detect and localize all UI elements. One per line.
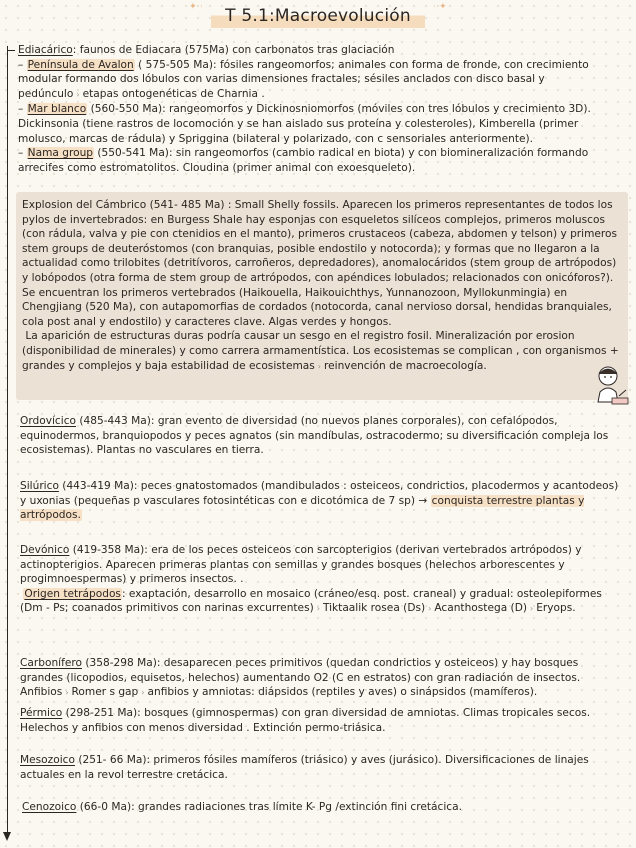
timeline-tick [7, 50, 15, 51]
silurico-arrow-icon: → [418, 494, 428, 507]
section-mesozoico [20, 753, 624, 782]
section-cenozoico [22, 800, 622, 815]
permico-head: Pérmico [20, 707, 63, 719]
silurico-rest: (443-419 Ma): peces gnatostomados (mandibulados : osteiceos, condrictios, placodermos y acantodeos) y uxonias (pequeñas p vasculares fotosintéticas con e dicotómica de 7 sp) [20, 480, 619, 507]
section-ediacarico [18, 43, 622, 175]
nama-rest: (550-541 Ma): sin rangeomorfos (cambio radical en biota) y con biomineralización formando arrecifes como estromatolitos. Cloudina (primer animal con exoesqueleto). [18, 147, 589, 174]
blanco-head: Mar blanco [27, 103, 87, 116]
avalon-tail: etapas ontogenéticas de Charnia . [82, 87, 265, 100]
timeline-arrow-icon [3, 832, 11, 841]
ediacarico-nama: – Nama group (550-541 Ma): sin rangeomorfos (cambio radical en biota) y con biomineralización formando arrecifes como estromatolitos. Cloudina (primer animal con exoesqueleto). [18, 147, 589, 174]
carbonifero-t2: anfibios y amniotas: diápsidos (reptiles y aves) o sinápsidos (mamíferos). [147, 686, 538, 699]
permico-rest: (298-251 Ma): bosques (gimnospermas) con gran diversidad de amniotas. Climas tropicales secos. Helechos y anfibios con menos diversidad . Extinción permo-triásica. [20, 707, 591, 734]
avalon-head: Península de Avalon [27, 58, 134, 71]
avalon-rest: ( 575-505 Ma): fósiles rangeomorfos; animales con forma de fronde, con crecimiento modular formando dos lóbulos con varias dimensiones fractales; sésiles anclados con disco basal y pedúnculo [18, 58, 589, 100]
section-silurico [20, 479, 620, 523]
ediacarico-head: Ediacárico [18, 44, 73, 56]
cambrico-p2 [22, 329, 622, 374]
carbonifero-rest: (358-298 Ma): desaparecen peces primitivos (quedan condrictios y osteiceos) y hay bosques grandes (licopodios, equisetos, helechos) aumentando O2 (C en estratos) con gran radiación de insectos. Anfibios [20, 657, 581, 699]
ediacarico-blanco: – Mar blanco (560-550 Ma): rangeomorfos y Dickinosniomorfos (móviles con tres lóbulos y crecimiento 3D). Dickinsonia (tiene rastros de locomoción y se han aislado sus proteína y colesteroles), Kimberella (primer molusco, marcas de rádula) y Spriggina (bilateral y polarizado, con c sensoriales anteriormente). [18, 103, 591, 145]
section-permico [20, 706, 624, 735]
devonico-rest: (419-358 Ma): era de los peces osteiceos con sarcopterigios (derivan vertebrados artrópodos) y actinopterigios. Aparecen primeras plantas con semillas y grandes bosques (helechos arborescentes y progimnoespermas) y primeros insectos. . [20, 544, 582, 586]
silurico-tail: conquista terrestre plantas y artrópodos. [20, 494, 585, 522]
ediacarico-avalon: – Península de Avalon ( 575-505 Ma): fósiles rangeomorfos; animales con forma de fronde, con crecimiento modular formando dos lóbulos con varias dimensiones fractales; sésiles anclados con disco basal y pedúnculo › etapas ontogenéticas de Charnia . [18, 58, 589, 100]
carbonifero-t1: Romer s gap [71, 686, 139, 699]
title-wrap [0, 4, 636, 30]
cambrico-p2-tail: reinvención de macroecología. [324, 359, 487, 372]
nama-head: Nama group [27, 147, 94, 160]
arrow-icon: › [76, 89, 80, 99]
arrow-icon: › [317, 361, 321, 371]
carbonifero-head: Carbonífero [20, 657, 82, 669]
origen-t1: Tiktaalik rosea (Ds) [322, 602, 426, 615]
mesozoico-head: Mesozoico [20, 754, 75, 766]
timeline-line [7, 46, 8, 838]
cenozoico-rest: (66-0 Ma): grandes radiaciones tras límite K- Pg /extinción fini cretácica. [76, 801, 462, 813]
ediacarico-intro-rest: : faunos de Ediacara (575Ma) con carbonatos tras glaciación [72, 44, 395, 56]
section-ordovicico [20, 414, 624, 458]
devonico-head: Devónico [20, 544, 70, 556]
title-deco-left: ✦ · [189, 2, 204, 12]
mesozoico-rest: (251- 66 Ma): primeros fósiles mamíferos (triásico) y aves (jurásico). Diversificaciones de linajes actuales en la revol terrestre cretácica. [20, 754, 589, 781]
arrow-icon: › [141, 688, 145, 698]
section-carbonifero [20, 656, 624, 701]
arrow-icon: › [316, 604, 320, 614]
cambrico-p2-text: La aparición de estructuras duras podría causar un sesgo en el registro fosil. Mineralización por erosion (disponibilidad de minerales) y como carrera armamentística. Los ecosistemas se complican , con organismos + grandes y complejos y baja estabilidad de ecosistemas [22, 330, 619, 372]
cambrico-p1: Explosion del Cámbrico (541- 485 Ma) : Small Shelly fossils. Aparecen los primeros representantes de todos los pylos de invertebrados: en Burgess Shale hay esponjas con esqueletos silíceos complejos, primeros moluscos (con rádula, valva y pie con ctenidios en el manto), primeros crustaceos (cabeza, abdomen y telson) y primeros stem groups de deuteróstomos (con branquias, posible endostilo y notocorda); y formas que no llegaron a la actualidad como trilobites (detritívoros, carroñeros, depredadores), anomalocáridos (stem group de artrópodos) y lobópodos (otra forma de stem group de artrópodos, con apéndices lobulados; relacionados con onicóforos?). Se encuentran los primeros vertebrados (Haikouella, Haikouichthys, Yunnanozoon, Myllokunmingia) en Chengjiang (520 Ma), con autapomorfias de cordados (notocorda, canal nervioso dorsal, hendidas branquiales, cola post anal y endostilo) y caracteres clave. Algas verdes y hongos. [22, 199, 618, 328]
section-devonico [20, 543, 624, 617]
cenozoico-head: Cenozoico [22, 801, 77, 813]
study-girl-doodle-icon [586, 362, 634, 410]
page-title-text: T 5.1:Macroevolución [225, 6, 411, 26]
ordovicico-rest: (485-443 Ma): gran evento de diversidad (no nuevos planes corporales), con cefalópodos, equinodermos, branquiopodos y peces agnatos (sin mandíbulas, ostracodermo; su diversificación compleja los ecosistemas). Plantas no vasculares en tierra. [20, 415, 609, 457]
section-cambrico [22, 198, 622, 374]
blanco-rest: (560-550 Ma): rangeomorfos y Dickinosniomorfos (móviles con tres lóbulos y crecimiento 3D). Dickinsonia (tiene rastros de locomoción y se han aislado sus proteína y colesteroles), Kimberella (primer molusco, marcas de rádula) y Spriggina (bilateral y polarizado, con c sensoriales anteriormente). [18, 103, 591, 145]
devonico-origen [20, 587, 624, 617]
silurico-head: Silúrico [20, 480, 59, 492]
origen-rest: : exaptación, desarrollo en mosaico (cráneo/esq. post. craneal) y gradual: osteolepiformes (Dm - Ps; coanados primitivos con narinas excurrentes) [20, 587, 602, 615]
ediacarico-intro [18, 43, 622, 58]
title-deco-right: · ✦ [432, 2, 447, 12]
arrow-icon: › [529, 604, 534, 614]
origen-t2: Acanthostega (D) [434, 602, 527, 615]
origen-head: Origen tetrápodos [24, 587, 121, 600]
page-title [189, 2, 447, 30]
ordovicico-head: Ordovícico [20, 415, 76, 427]
arrow-icon: › [428, 604, 432, 614]
arrow-icon: › [65, 688, 69, 698]
origen-t3: Eryops. [536, 602, 576, 615]
